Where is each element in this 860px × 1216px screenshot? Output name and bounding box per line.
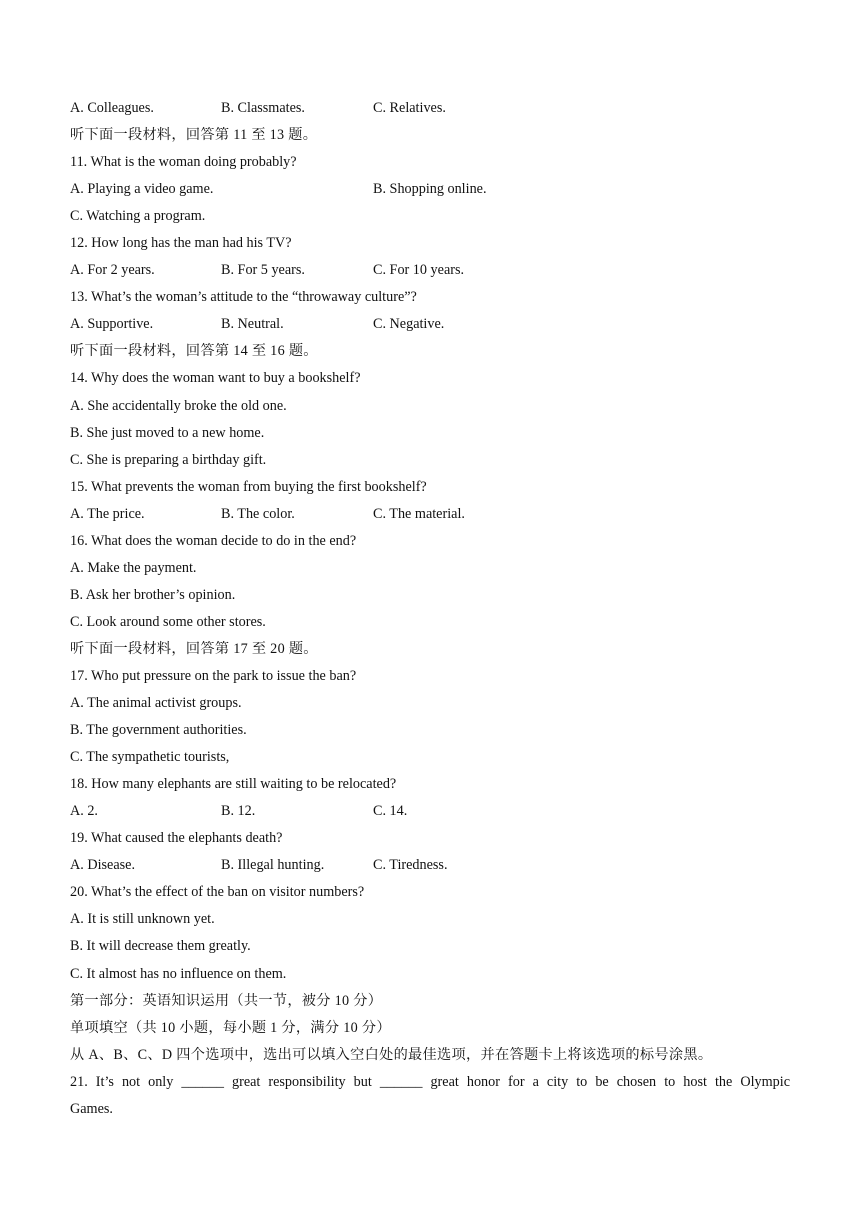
instruction-text: 单项填空（共 10 小题，每小题 1 分，满分 10 分）	[70, 1019, 391, 1036]
option-b: B. Classmates.	[221, 100, 305, 116]
option-c: C. The material.	[373, 505, 465, 522]
answer-line	[70, 396, 790, 423]
option-row	[70, 314, 790, 341]
option-a: A. 2.	[70, 803, 98, 820]
question-line	[70, 666, 790, 693]
option-c: C. Tiredness.	[373, 857, 448, 874]
answer-line	[70, 450, 790, 477]
option-b: B. Neutral.	[221, 316, 284, 333]
answer-line	[70, 423, 790, 450]
question-line	[70, 531, 790, 558]
option-a: A. For 2 years.	[70, 262, 155, 279]
answer-text: A. It is still unknown yet.	[70, 911, 215, 928]
question-line	[70, 1072, 790, 1099]
answer-text: B. The government authorities.	[70, 722, 247, 739]
answer-text: C. Watching a program.	[70, 208, 206, 225]
option-row	[70, 179, 790, 206]
option-a: A. The price.	[70, 505, 145, 522]
question-text: 16. What does the woman decide to do in the end?	[70, 532, 357, 549]
option-b: B. 12.	[221, 803, 256, 820]
answer-line	[70, 909, 790, 936]
document-page	[70, 98, 790, 1126]
question-line	[70, 233, 790, 260]
question-text: 11. What is the woman doing probably?	[70, 154, 297, 171]
answer-text: A. The animal activist groups.	[70, 695, 242, 712]
section-instruction	[70, 1018, 790, 1045]
answer-line	[70, 936, 790, 963]
question-line	[70, 828, 790, 855]
option-a: A. Colleagues.	[70, 100, 154, 116]
question-text: 13. What’s the woman’s attitude to the “throwaway culture”?	[70, 289, 417, 306]
answer-line	[70, 747, 790, 774]
question-text: 21. It’s not only ______ great responsibility but ______ great honor for a city to be chosen to host the Olympic	[70, 1073, 790, 1090]
answer-text: C. Look around some other stores.	[70, 613, 266, 630]
option-c: C. 14.	[373, 803, 408, 820]
option-a: A. Supportive.	[70, 316, 154, 333]
instruction-text: 听下面一段材料，回答第 11 至 13 题。	[70, 127, 318, 144]
option-c: C. Relatives.	[373, 100, 446, 116]
section-instruction	[70, 639, 790, 666]
question-text: 17. Who put pressure on the park to issue the ban?	[70, 667, 357, 684]
answer-text: B. Ask her brother’s opinion.	[70, 586, 236, 603]
question-line	[70, 774, 790, 801]
answer-text: A. Make the payment.	[70, 559, 197, 576]
answer-line	[70, 585, 790, 612]
answer-line	[70, 206, 790, 233]
question-line	[70, 882, 790, 909]
option-b: B. The color.	[221, 505, 295, 522]
answer-text: C. The sympathetic tourists,	[70, 749, 230, 766]
question-line	[70, 477, 790, 504]
answer-line	[70, 612, 790, 639]
answer-text: Games.	[70, 1100, 113, 1117]
option-a: A. Disease.	[70, 857, 136, 874]
question-text: 19. What caused the elephants death?	[70, 830, 283, 847]
option-row	[70, 260, 790, 287]
option-c: C. For 10 years.	[373, 262, 465, 279]
option-a: A. Playing a video game.	[70, 181, 214, 198]
question-line	[70, 152, 790, 179]
option-b: B. For 5 years.	[221, 262, 305, 279]
instruction-text: 听下面一段材料，回答第 17 至 20 题。	[70, 640, 318, 657]
answer-text: A. She accidentally broke the old one.	[70, 397, 287, 414]
answer-text: B. It will decrease them greatly.	[70, 938, 251, 955]
question-text: 15. What prevents the woman from buying the first bookshelf?	[70, 478, 427, 495]
option-b: B. Shopping online.	[373, 181, 487, 198]
answer-line	[70, 720, 790, 747]
question-line	[70, 287, 790, 314]
answer-text: B. She just moved to a new home.	[70, 424, 265, 441]
option-row	[70, 504, 790, 531]
question-line	[70, 368, 790, 395]
instruction-text: 从 A、B、C、D 四个选项中，选出可以填入空白处的最佳选项，并在答题卡上将该选项的标号涂黑。	[70, 1046, 713, 1063]
instruction-text: 听下面一段材料，回答第 14 至 16 题。	[70, 343, 318, 360]
option-row	[70, 855, 790, 882]
section-instruction	[70, 1045, 790, 1072]
option-row	[70, 801, 790, 828]
question-text: 12. How long has the man had his TV?	[70, 235, 292, 252]
question-text: 18. How many elephants are still waiting to be relocated?	[70, 776, 397, 793]
answer-line	[70, 964, 790, 991]
option-c: C. Negative.	[373, 316, 445, 333]
section-instruction	[70, 125, 790, 152]
answer-line	[70, 1099, 790, 1126]
answer-line	[70, 693, 790, 720]
answer-text: C. She is preparing a birthday gift.	[70, 451, 267, 468]
option-row	[70, 98, 790, 125]
answer-line	[70, 558, 790, 585]
section-instruction	[70, 991, 790, 1018]
answer-text: C. It almost has no influence on them.	[70, 965, 287, 982]
section-instruction	[70, 341, 790, 368]
question-text: 20. What’s the effect of the ban on visitor numbers?	[70, 884, 365, 901]
option-b: B. Illegal hunting.	[221, 857, 325, 874]
question-text: 14. Why does the woman want to buy a bookshelf?	[70, 370, 361, 387]
instruction-text: 第一部分：英语知识运用（共一节，被分 10 分）	[70, 992, 383, 1009]
